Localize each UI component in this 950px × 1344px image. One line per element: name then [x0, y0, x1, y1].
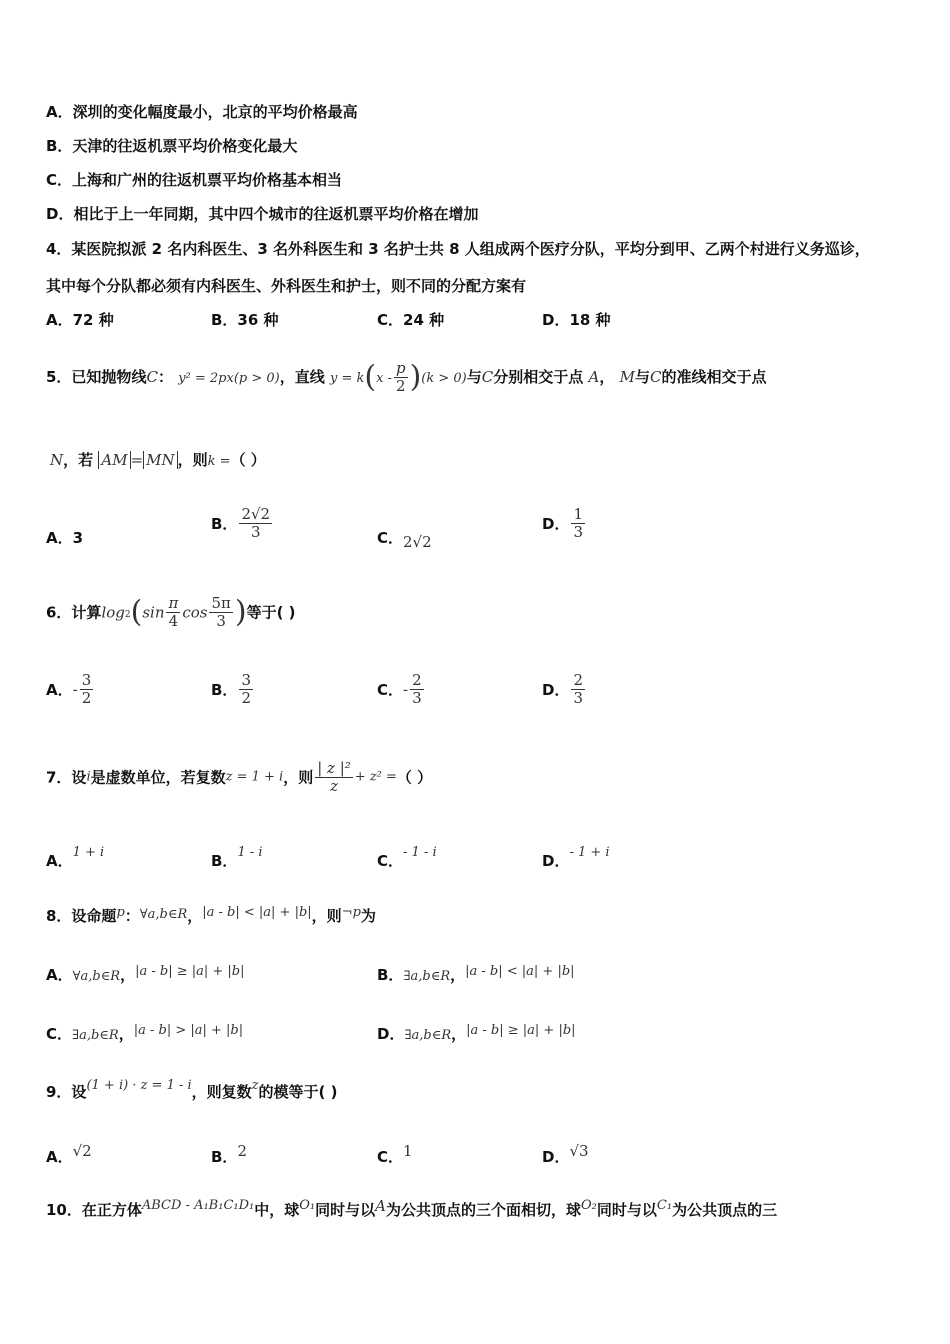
- q5-p-over-2: $\frac{p}{2}$: [395, 359, 406, 395]
- q8-number: 8．设命题: [46, 907, 117, 925]
- q9-stem: [46, 1078, 338, 1104]
- q9-option-a: A．√2: [46, 1142, 92, 1166]
- q7-z-value: z = 1 + i: [225, 769, 284, 785]
- q6-stem: 6．计算log2(sin $\frac{\pi}{4}$ cos $\frac{5\pi}{3}$ )等于( ): [46, 594, 296, 630]
- q8-stem: [46, 906, 376, 928]
- q10-text-4: 同时与以: [596, 1201, 657, 1219]
- q3-option-b: B．天津的往返机票平均价格变化最大: [46, 137, 298, 155]
- q5-answer-paren: （ ）: [230, 451, 266, 469]
- q5-point-n: N: [50, 451, 64, 469]
- q6-number: 6．计算: [46, 603, 102, 622]
- q5-abs-mn: MN: [143, 451, 177, 469]
- q5-comma: ，: [599, 368, 615, 386]
- q10-sphere-o1: O₁: [299, 1198, 316, 1213]
- q9-option-d: D．√3: [542, 1142, 589, 1166]
- q6-cos: cos: [182, 603, 208, 622]
- q9-tail: 的模等于( ): [258, 1083, 338, 1101]
- q3-option-c: C．上海和广州的往返机票平均价格基本相当: [46, 171, 343, 189]
- q5-equals: =: [130, 451, 144, 469]
- q5-text-if: ，若: [63, 451, 94, 469]
- q5-option-c: C．2√2: [377, 529, 432, 551]
- q7-option-b: B．1 - i: [211, 845, 263, 870]
- q10-number: 10．在正方体: [46, 1201, 142, 1219]
- q10-cube: ABCD - A₁B₁C₁D₁: [141, 1198, 255, 1213]
- q8-forall: ∀a,b∈R: [139, 907, 188, 922]
- q5-stem-line2: [50, 450, 266, 472]
- q6-tail: 等于( ): [246, 603, 296, 622]
- q5-point-a: A: [588, 368, 600, 386]
- q9-z: z: [251, 1078, 259, 1093]
- q10-text-5: 为公共顶点的三: [672, 1201, 778, 1219]
- q5-curve-c: C: [146, 368, 158, 386]
- q10-text-1: 中，球: [254, 1201, 300, 1219]
- q8-text-then: ，则: [311, 907, 342, 925]
- q7-imag-unit: i: [86, 769, 91, 785]
- q10-vertex-c1: C₁: [656, 1198, 673, 1213]
- q9-text: ，则复数: [191, 1083, 252, 1101]
- q9-option-b: B．2: [211, 1142, 247, 1166]
- q8-inequality: |a - b| < |a| + |b|: [202, 905, 312, 920]
- q5-parabola-eq: y² = 2px: [178, 371, 234, 386]
- q5-option-d: D． $\frac{1}{3}$: [542, 505, 583, 541]
- q5-p-condition: (p > 0): [233, 371, 280, 386]
- q5-text-then: ，则: [177, 451, 208, 469]
- q8-comma: ，: [187, 907, 203, 925]
- q6-log-base: 2: [124, 610, 131, 620]
- q7-option-d: D．- 1 + i: [542, 845, 610, 870]
- q5-text-intersect: 分别相交于点: [493, 368, 584, 386]
- q7-plus-z2: + z² =: [354, 769, 397, 785]
- q6-option-a: A．- $\frac{3}{2}$: [46, 671, 92, 707]
- q5-line-eq: y = k: [329, 371, 365, 386]
- q5-number: 5．已知抛物线: [46, 368, 147, 386]
- q5-stem-line1: 5．已知抛物线C： y² = 2px(p > 0)，直线 y = k(x - $\frac{p}{2}$ )(k > 0)与C分别相交于点 A， M与C的准线相交于点: [46, 359, 767, 395]
- q9-option-c: C．1: [377, 1142, 413, 1166]
- q6-option-d: D． $\frac{2}{3}$: [542, 671, 583, 707]
- q4-option-a: A．72 种: [46, 311, 114, 329]
- q5-text-directrix: 的准线相交于点: [661, 368, 767, 386]
- q5-curve-c-3: C: [649, 368, 662, 386]
- q5-text-with: 与: [466, 368, 482, 386]
- q7-stem: 7．设i是虚数单位，若复数z = 1 + i，则 $\frac{\text{| z |²}}{z}$ + z² =（ ）: [46, 759, 433, 795]
- q5-line-x: x -: [376, 371, 392, 386]
- q8-not-p: ¬p: [341, 905, 361, 920]
- q5-text-with-2: 与: [634, 368, 650, 386]
- q5-curve-c-2: C: [481, 368, 494, 386]
- q4-stem-line1: 4．某医院拟派 2 名内科医生、3 名外科医生和 3 名护士共 8 人组成两个医疗分队，平均分到甲、乙两个村进行义务巡诊，: [46, 240, 870, 258]
- q5-option-b: B． $\frac{2√2}{3}$: [211, 505, 271, 541]
- q10-vertex-a: A: [375, 1197, 386, 1215]
- q6-option-c: C．- $\frac{2}{3}$: [377, 671, 422, 707]
- q7-text-then: ，则: [283, 768, 314, 787]
- q7-number: 7．设: [46, 768, 87, 787]
- q7-option-c: C．- 1 - i: [377, 845, 437, 870]
- q4-option-b: B．36 种: [211, 311, 279, 329]
- q8-colon: ：: [124, 907, 140, 925]
- q9-number: 9．设: [46, 1083, 87, 1101]
- q7-text: 是虚数单位，若复数: [90, 768, 226, 787]
- q8-text-is: 为: [360, 907, 376, 925]
- q4-option-d: D．18 种: [542, 311, 611, 329]
- q5-abs-am: AM: [98, 451, 130, 469]
- q5-text-line: ，直线: [279, 368, 325, 386]
- q8-option-a: A．∀a,b∈R，|a - b| ≥ |a| + |b|: [46, 964, 245, 984]
- q10-sphere-o2: O₂: [581, 1198, 597, 1213]
- q5-k-condition: (k > 0): [421, 371, 467, 386]
- q4-stem-line2: 其中每个分队都必须有内科医生、外科医生和护士，则不同的分配方案有: [46, 277, 527, 295]
- q8-option-d: D．∃a,b∈R，|a - b| ≥ |a| + |b|: [377, 1023, 576, 1043]
- q5-colon: ：: [157, 368, 173, 386]
- q7-option-a: A．1 + i: [46, 845, 105, 870]
- q7-tail: （ ）: [396, 768, 433, 787]
- q10-text-2: 同时与以: [315, 1201, 376, 1219]
- q10-stem: [46, 1197, 778, 1222]
- q8-option-b: B．∃a,b∈R，|a - b| < |a| + |b|: [377, 964, 575, 984]
- q6-sin: sin: [142, 603, 165, 622]
- q4-option-c: C．24 种: [377, 311, 445, 329]
- q9-equation: (1 + i) · z = 1 - i: [86, 1078, 192, 1093]
- q3-option-d: D．相比于上一年同期，其中四个城市的往返机票平均价格在增加: [46, 205, 479, 223]
- q5-k-equals: k =: [207, 454, 231, 469]
- q10-text-3: 为公共顶点的三个面相切，球: [386, 1201, 582, 1219]
- q6-option-b: B． $\frac{3}{2}$: [211, 671, 251, 707]
- q8-p: p: [116, 905, 125, 920]
- q5-option-a: A．3: [46, 529, 84, 547]
- q8-option-c: C．∃a,b∈R，|a - b| > |a| + |b|: [46, 1023, 244, 1043]
- q6-log: log: [101, 603, 125, 622]
- q3-option-a: A．深圳的变化幅度最小，北京的平均价格最高: [46, 103, 358, 121]
- q5-point-m: M: [619, 368, 635, 386]
